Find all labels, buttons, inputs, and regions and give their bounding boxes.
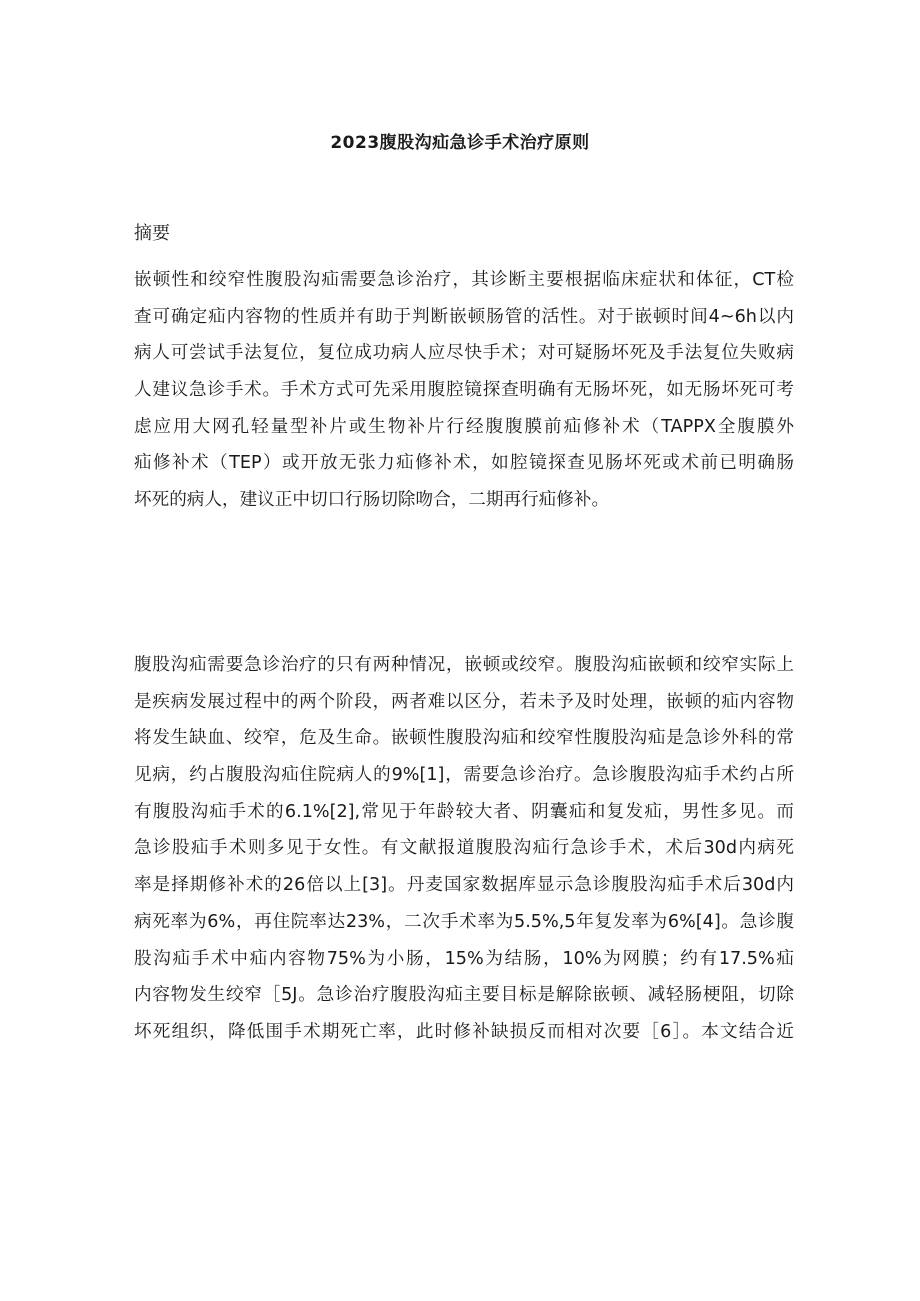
text-line: 坏死的病人，建议正中切口行肠切除吻合，二期再行疝修补。 [134,490,610,511]
text-line: 疝修补术（TEP）或开放无张力疝修补术，如腔镜探查见肠坏死或术前已明确肠 [134,453,794,474]
abstract-paragraph [134,262,794,519]
text-line: 虑应用大网孔轻量型补片或生物补片行经腹腹膜前疝修补术（TAPPX全腹膜外 [134,416,794,437]
text-line: 病人可尝试手法复位，复位成功病人应尽快手术；对可疑肠坏死及手法复位失败病 [134,343,794,364]
text-line: 腹股沟疝需要急诊治疗的只有两种情况，嵌顿或绞窄。腹股沟疝嵌顿和绞窄实际上 [134,655,794,675]
text-line: 将发生缺血、绞窄，危及生命。嵌顿性腹股沟疝和绞窄性腹股沟疝是急诊外科的常 [134,728,794,749]
text-line: 急诊股疝手术则多见于女性。有文献报道腹股沟疝行急诊手术，术后30d内病死 [134,838,794,859]
text-line: 见病，约占腹股沟疝住院病人的9%[1]，需要急诊治疗。急诊腹股沟疝手术约占所 [134,765,794,786]
abstract-heading: 摘要 [134,223,170,244]
text-line: 嵌顿性和绞窄性腹股沟疝需要急诊治疗，其诊断主要根据临床症状和体征，CT检 [134,270,794,290]
text-line: 内容物发生绞窄［5J。急诊治疗腹股沟疝主要目标是解除嵌顿、减轻肠梗阻，切除 [134,985,794,1006]
text-line: 是疾病发展过程中的两个阶段，两者难以区分，若未予及时处理，嵌顿的疝内容物 [134,691,794,712]
text-line: 查可确定疝内容物的性质并有助于判断嵌顿肠管的活性。对于嵌顿时间4~6h以内 [134,306,794,327]
body-paragraph [134,647,794,1051]
text-line: 有腹股沟疝手术的6.1%[2],常见于年龄较大者、阴囊疝和复发疝，男性多见。而 [134,801,794,822]
text-line: 病死率为6%，再住院率达23%，二次手术率为5.5%,5年复发率为6%[4]。急诊腹 [134,911,794,932]
text-line: 人建议急诊手术。手术方式可先采用腹腔镜探查明确有无肠坏死，如无肠坏死可考 [134,380,794,401]
text-line: 坏死组织，降低围手术期死亡率，此时修补缺损反而相对次要［6］。本文结合近 [134,1021,794,1042]
text-line: 股沟疝手术中疝内容物75%为小肠，15%为结肠，10%为网膜；约有17.5%疝 [134,948,794,969]
document-title: 2023腹股沟疝急诊手术治疗原则 [330,133,590,153]
text-line: 率是择期修补术的26倍以上[3]。丹麦国家数据库显示急诊腹股沟疝手术后30d内 [134,875,794,896]
